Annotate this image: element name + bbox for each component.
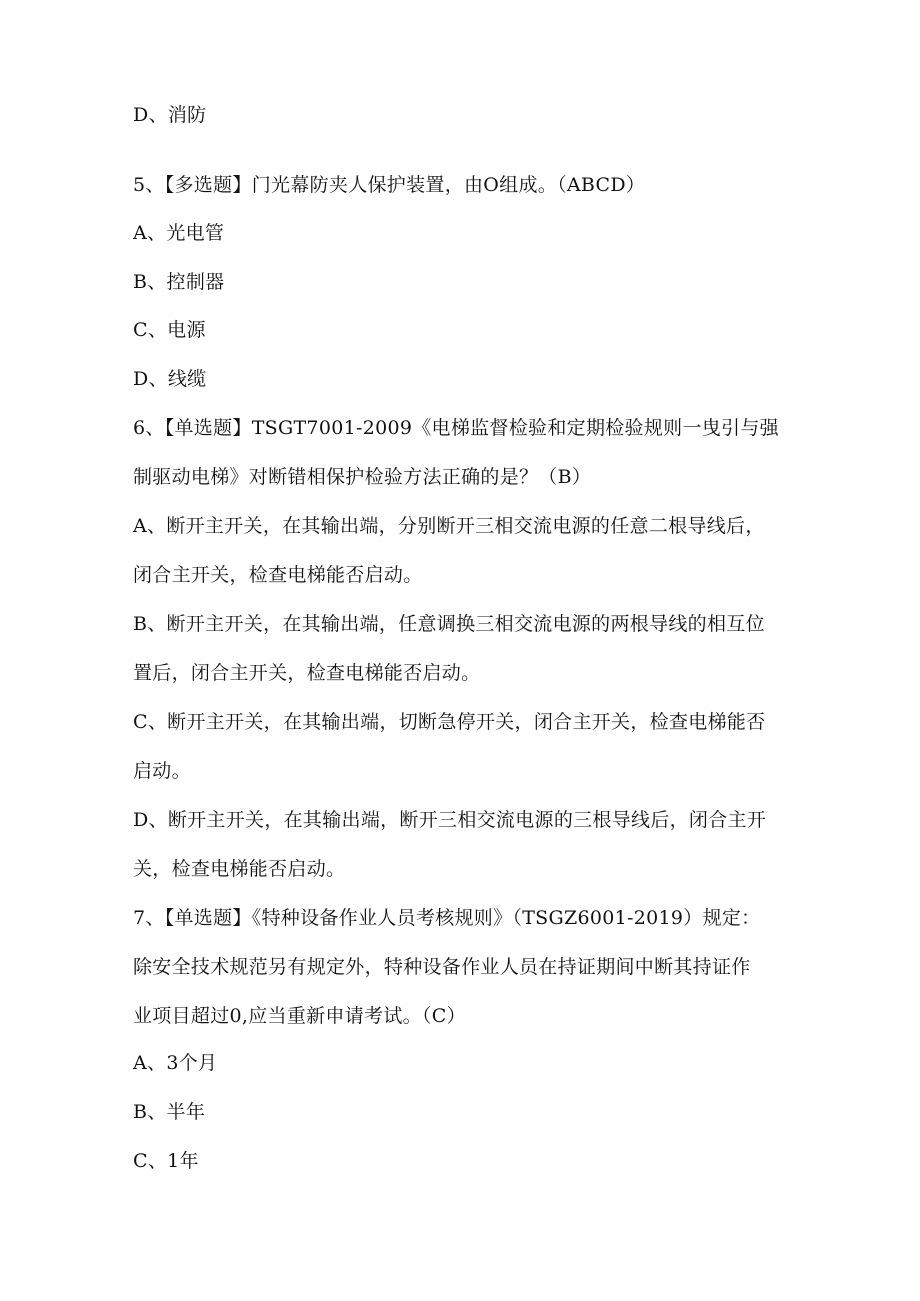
q7-stem-line1: 7、【单选题】《特种设备作业人员考核规则》（TSGZ6001-2019）规定：	[133, 907, 761, 929]
q6-option-d-line1: D、断开主开关，在其输出端，断开三相交流电源的三根导线后，闭合主开	[133, 809, 767, 831]
q7-option-c: C、1年	[133, 1150, 199, 1172]
q6-stem-line1: 6、【单选题】TSGT7001-2009《电梯监督检验和定期检验规则一曳引与强	[133, 417, 779, 439]
q4-option-d: D、消防	[133, 104, 207, 126]
q5-option-d: D、线缆	[133, 368, 207, 390]
q6-option-c-line2: 启动。	[133, 760, 191, 782]
q7-stem-line3: 业项目超过0,应当重新申请考试。（C）	[133, 1005, 466, 1027]
q6-option-a-line1: A、断开主开关，在其输出端，分别断开三相交流电源的任意二根导线后，	[133, 515, 765, 537]
q6-option-b-line2: 置后，闭合主开关，检查电梯能否启动。	[133, 662, 481, 684]
q7-stem-line2: 除安全技术规范另有规定外，特种设备作业人员在持证期间中断其持证作	[133, 956, 751, 978]
q5-stem: 5、【多选题】门光幕防夹人保护装置，由O组成。（ABCD）	[133, 174, 646, 196]
q6-option-d-line2: 关，检查电梯能否启动。	[133, 858, 346, 880]
q5-option-a: A、光电管	[133, 222, 225, 244]
q6-stem-line2: 制驱动电梯》对断错相保护检验方法正确的是？（B）	[133, 466, 592, 488]
q5-option-c: C、电源	[133, 319, 206, 341]
q6-option-c-line1: C、断开主开关，在其输出端，切断急停开关，闭合主开关，检查电梯能否	[133, 711, 766, 733]
q7-option-a: A、3个月	[133, 1052, 218, 1074]
q5-option-b: B、控制器	[133, 271, 225, 293]
q6-option-b-line1: B、断开主开关，在其输出端，任意调换三相交流电源的两根导线的相互位	[133, 613, 765, 635]
q7-option-b: B、半年	[133, 1101, 206, 1123]
q6-option-a-line2: 闭合主开关，检查电梯能否启动。	[133, 564, 423, 586]
